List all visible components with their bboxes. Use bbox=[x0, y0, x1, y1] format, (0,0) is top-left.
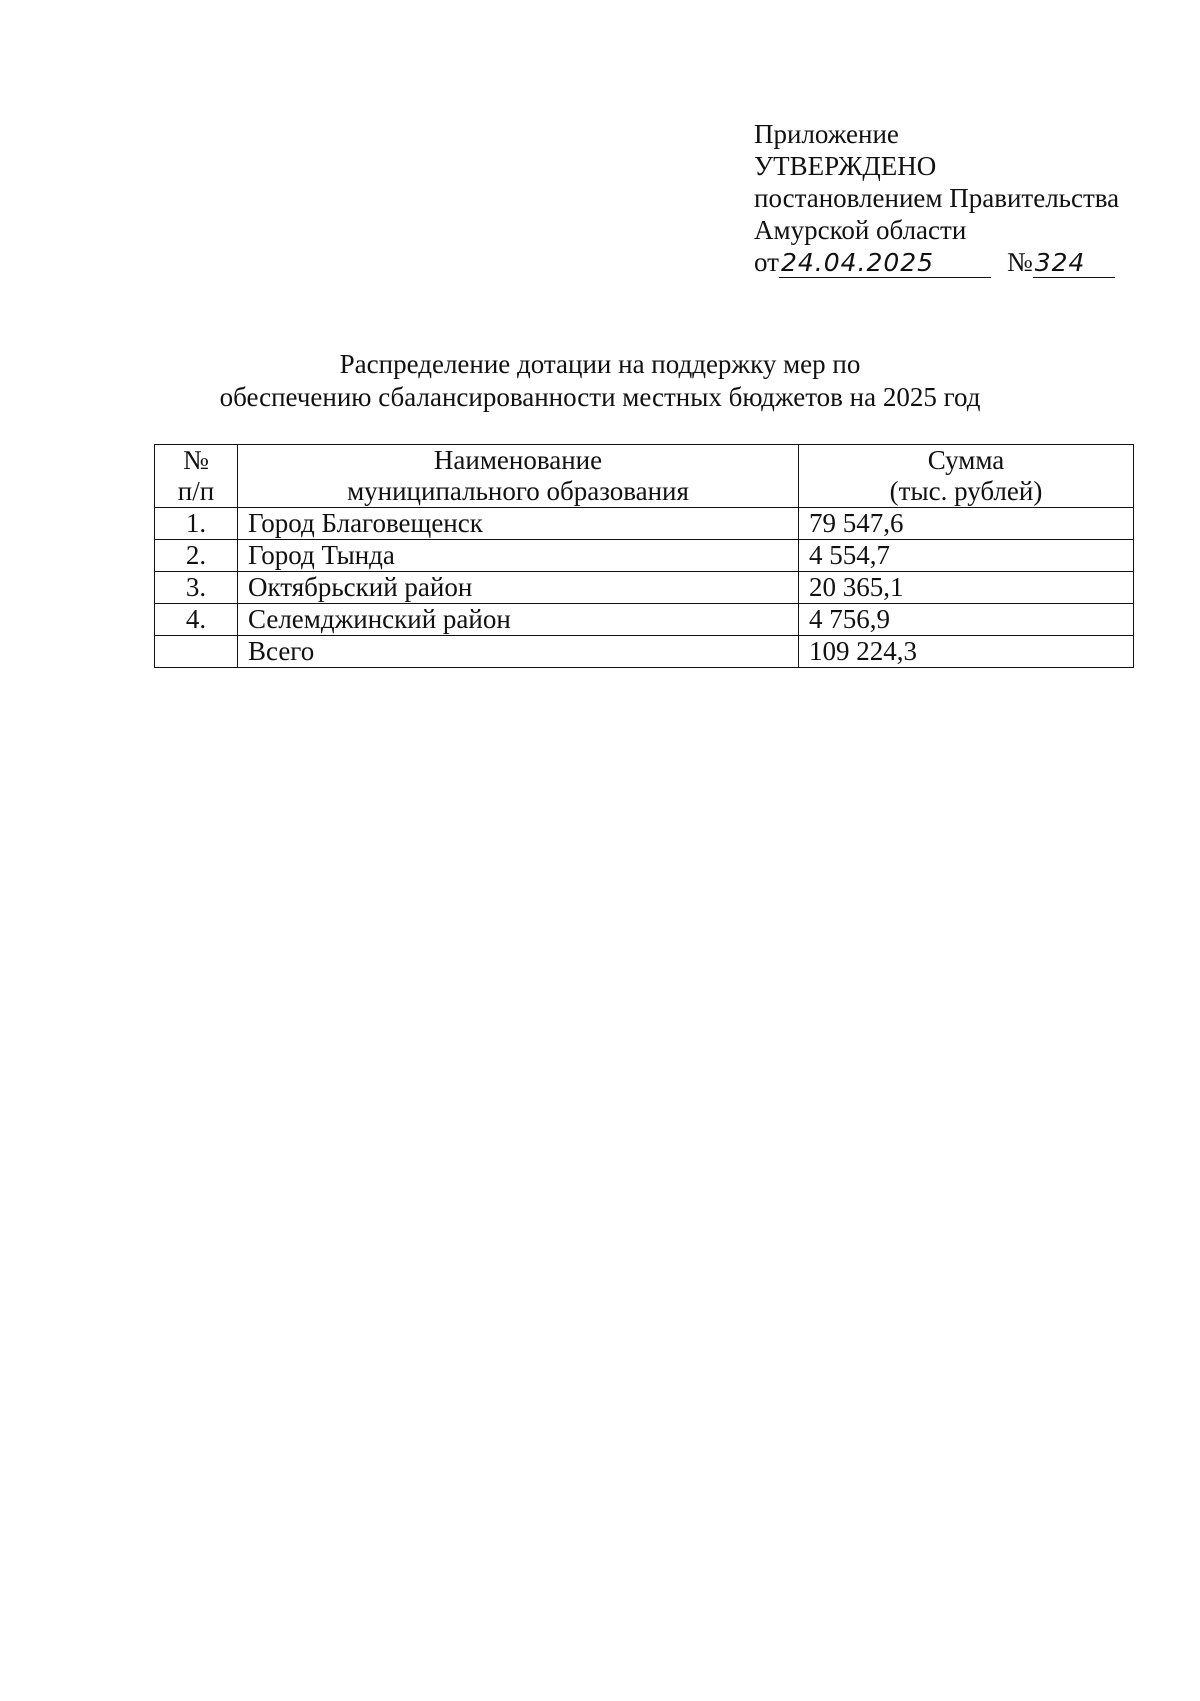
date-number-line bbox=[754, 246, 1119, 278]
table-row bbox=[155, 508, 1134, 540]
row-number: 1. bbox=[155, 508, 238, 540]
row-name: Октябрьский район bbox=[238, 572, 799, 604]
appendix-label: Приложение bbox=[754, 119, 899, 149]
table-row bbox=[155, 540, 1134, 572]
title-line-2: обеспечению сбалансированности местных бюджетов на 2025 год bbox=[219, 382, 981, 412]
row-sum: 20 365,1 bbox=[799, 572, 1134, 604]
table-total-row bbox=[155, 636, 1134, 668]
header-name-line-2: муниципального образования bbox=[347, 476, 689, 506]
table-row bbox=[155, 572, 1134, 604]
region-label: Амурской области bbox=[754, 215, 967, 245]
title-line-1: Распределение дотации на поддержку мер по bbox=[339, 349, 861, 379]
header-sum bbox=[799, 445, 1134, 508]
header-name-line-1: Наименование bbox=[433, 445, 603, 475]
handwritten-date: 24.04.2025 bbox=[779, 249, 991, 278]
row-name: Город Тында bbox=[238, 540, 799, 572]
row-sum: 4 756,9 bbox=[799, 604, 1134, 636]
header-number-line-1: № bbox=[183, 445, 209, 475]
distribution-table bbox=[154, 444, 1134, 668]
number-prefix: № bbox=[1006, 247, 1033, 277]
row-sum: 4 554,7 bbox=[799, 540, 1134, 572]
row-sum: 79 547,6 bbox=[799, 508, 1134, 540]
header-sum-line-2: (тыс. рублей) bbox=[889, 476, 1043, 506]
document-title bbox=[150, 348, 1050, 414]
header-sum-line-1: Сумма bbox=[927, 445, 1005, 475]
row-number bbox=[155, 636, 238, 668]
handwritten-number: 324 bbox=[1033, 249, 1115, 278]
table-header-row bbox=[155, 445, 1134, 508]
header-number bbox=[155, 445, 238, 508]
header-number-line-2: п/п bbox=[177, 476, 215, 506]
row-name: Город Благовещенск bbox=[238, 508, 799, 540]
total-label: Всего bbox=[238, 636, 799, 668]
approval-block bbox=[754, 118, 1119, 278]
resolution-label: постановлением Правительства bbox=[754, 183, 1120, 213]
row-number: 4. bbox=[155, 604, 238, 636]
row-number: 2. bbox=[155, 540, 238, 572]
header-name bbox=[238, 445, 799, 508]
table-row bbox=[155, 604, 1134, 636]
date-prefix: от bbox=[754, 247, 779, 277]
row-number: 3. bbox=[155, 572, 238, 604]
row-name: Селемджинский район bbox=[238, 604, 799, 636]
total-sum: 109 224,3 bbox=[799, 636, 1134, 668]
approved-label: УТВЕРЖДЕНО bbox=[754, 151, 937, 181]
